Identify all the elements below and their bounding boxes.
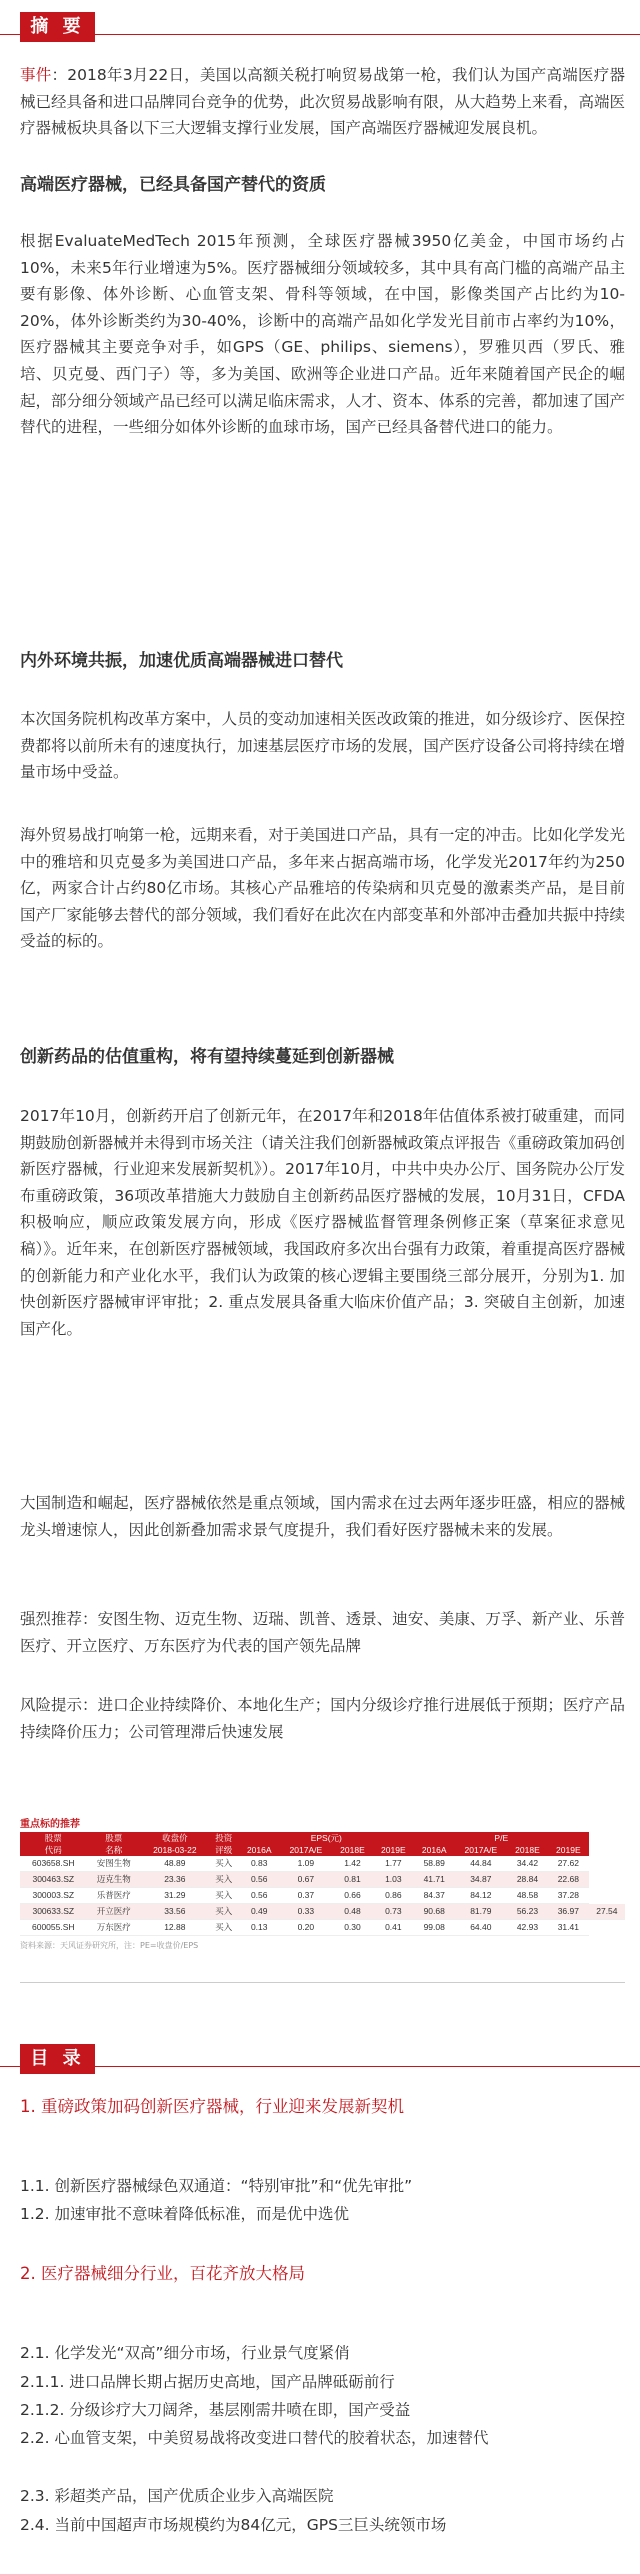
table-cell: 300463.SZ (20, 1872, 87, 1888)
group-header: P/E (414, 1832, 589, 1844)
column-header: 2018-03-22 (141, 1844, 209, 1856)
table-cell: 34.42 (507, 1856, 548, 1872)
column-header: 2019E (373, 1844, 414, 1856)
risk-paragraph: 风险提示：进口企业持续降价、本地化生产；国内分级诊疗推行进展低于预期；医疗产品持续降价压力；公司管理滞后快速发展 (20, 1696, 625, 1741)
group-header: EPS(元) (239, 1832, 414, 1844)
table-cell: 300633.SZ (20, 1904, 87, 1920)
table-cell: 1.77 (373, 1856, 414, 1872)
group-header: 股票 (87, 1832, 141, 1844)
table-cell: 84.37 (414, 1888, 455, 1904)
table-cell: 31.41 (548, 1920, 589, 1936)
table-cell: 33.56 (141, 1904, 209, 1920)
header-rule (0, 2066, 640, 2067)
table-cell: 42.93 (507, 1920, 548, 1936)
table-cell: 36.97 (548, 1904, 589, 1920)
toc-entry-link[interactable]: 2.3. 彩超类产品，国产优质企业步入高端医院 (20, 2487, 334, 2505)
toc-chapter-link[interactable]: 1. 重磅政策加码创新医疗器械，行业迎来发展新契机 (20, 2097, 404, 2116)
table-cell: 乐普医疗 (87, 1888, 141, 1904)
table-cell: 300003.SZ (20, 1888, 87, 1904)
table-cell: 0.73 (373, 1904, 414, 1920)
column-header: 名称 (87, 1844, 141, 1856)
event-text: ：2018年3月22日，美国以高额关税打响贸易战第一枪，我们认为国产高端医疗器械已经具备和进口品牌同台竞争的优势，此次贸易战影响有限，从大趋势上来看，高端医疗器械板块具备以下三大逻辑支撑行业发展，国产高端医疗器械迎发展良机。 (20, 66, 625, 138)
table-cell: 0.13 (239, 1920, 280, 1936)
table-cell: 58.89 (414, 1856, 455, 1872)
table-cell: 安图生物 (87, 1856, 141, 1872)
paragraph: 海外贸易战打响第一枪，远期来看，对于美国进口产品，具有一定的冲击。比如化学发光中的雅培和贝克曼多为美国进口产品，多年来占据高端市场，化学发光2017年约为250亿，两家合计占约80亿市场。其核心产品雅培的传染病和贝克曼的激素类产品，是目前国产厂家能够去替代的部分领域，我们看好在此次在内部变革和外部冲击叠加共振中持续受益的标的。 (20, 826, 625, 951)
table-row (20, 1856, 625, 1872)
paragraph: 大国制造和崛起，医疗器械依然是重点领域，国内需求在过去两年逐步旺盛，相应的器械龙头增速惊人，因此创新叠加需求景气度提升，我们看好医疗器械未来的发展。 (20, 1494, 625, 1539)
stock-table (20, 1832, 625, 1936)
table-cell: 90.68 (414, 1904, 455, 1920)
column-header: 2017A/E (455, 1844, 507, 1856)
paragraph: 2017年10月，创新药开启了创新元年，在2017年和2018年估值体系被打破重建，而同期鼓励创新器械并未得到市场关注（请关注我们创新器械政策点评报告《重磅政策加码创新医疗器械，行业迎来发展新契机》）。2017年10月，中共中央办公厅、国务院办公厅发布重磅政策，36项改革措施大力鼓励自主创新药品医疗器械的发展，10月31日，CFDA积极响应，顺应政策发展方向，形成《医疗器械监督管理条例修正案（草案征求意见稿）》。近年来，在创新医疗器械领域，我国政府多次出台强有力政策，着重提高医疗器械的创新能力和产业化水平，我们认为政策的核心逻辑主要围绕三部分展开，分别为1. 加快创新医疗器械审评审批；2. 重点发展具备重大临床价值产品；3. 突破自主创新，加速国产化。 (20, 1107, 625, 1338)
toc-section-header (0, 2036, 640, 2076)
table-header-row (20, 1844, 625, 1856)
table-cell: 0.86 (373, 1888, 414, 1904)
toc-entry-link[interactable]: 2.4. 当前中国超声市场规模约为84亿元，GPS三巨头统领市场 (20, 2516, 447, 2534)
table-row (20, 1888, 625, 1904)
table-cell: 22.68 (548, 1872, 589, 1888)
table-cell: 0.66 (332, 1888, 373, 1904)
table-cell: 56.23 (507, 1904, 548, 1920)
table-cell: 37.28 (548, 1888, 589, 1904)
event-label: 事件 (20, 66, 52, 84)
table-cell: 1.42 (332, 1856, 373, 1872)
section-heading: 内外环境共振，加速优质高端器械进口替代 (20, 651, 343, 671)
toc-entry-link[interactable]: 2.2. 心血管支架，中美贸易战将改变进口替代的胶着状态，加速替代 (20, 2429, 489, 2447)
section-heading: 高端医疗器械，已经具备国产替代的资质 (20, 175, 326, 195)
table-cell: 99.08 (414, 1920, 455, 1936)
column-header: 2018E (332, 1844, 373, 1856)
table-cell: 81.79 (455, 1904, 507, 1920)
toc-entry-link[interactable]: 1.2. 加速审批不意味着降低标准，而是优中选优 (20, 2205, 350, 2223)
recommendation-paragraph: 强烈推荐：安图生物、迈克生物、迈瑞、凯普、透景、迪安、美康、万孚、新产业、乐普医疗、开立医疗、万东医疗为代表的国产领先品牌 (20, 1610, 625, 1655)
table-cell: 买入 (209, 1920, 239, 1936)
group-header: 股票 (20, 1832, 87, 1844)
table-cell: 万东医疗 (87, 1920, 141, 1936)
table-cell: 28.84 (507, 1872, 548, 1888)
toc-entry-link[interactable]: 1.1. 创新医疗器械绿色双通道：“特别审批”和“优先审批” (20, 2177, 413, 2195)
table-cell: 0.81 (332, 1872, 373, 1888)
table-cell: 买入 (209, 1888, 239, 1904)
header-rule (0, 34, 640, 35)
column-header: 2016A (239, 1844, 280, 1856)
table-cell: 44.84 (455, 1856, 507, 1872)
table-cell: 41.71 (414, 1872, 455, 1888)
toc-tag: 目 录 (20, 2044, 95, 2074)
toc-entry-link[interactable]: 2.1.1. 进口品牌长期占据历史高地，国产品牌砥砺前行 (20, 2373, 395, 2391)
table-cell: 0.83 (239, 1856, 280, 1872)
table-cell: 603658.SH (20, 1856, 87, 1872)
column-header: 代码 (20, 1844, 87, 1856)
table-cell: 0.56 (239, 1872, 280, 1888)
table-row (20, 1920, 625, 1936)
table-cell: 31.29 (141, 1888, 209, 1904)
table-cell: 84.12 (455, 1888, 507, 1904)
table-cell: 买入 (209, 1856, 239, 1872)
paragraph: 本次国务院机构改革方案中，人员的变动加速相关医改政策的推进，如分级诊疗、医保控费都将以前所未有的速度执行，加速基层医疗市场的发展，国产医疗设备公司将持续在增量市场中受益。 (20, 710, 625, 782)
summary-tag: 摘 要 (20, 12, 95, 42)
table-cell: 600055.SH (20, 1920, 87, 1936)
table-cell: 0.67 (280, 1872, 332, 1888)
table-cell: 0.20 (280, 1920, 332, 1936)
table-cell: 迈克生物 (87, 1872, 141, 1888)
table-cell: 48.58 (507, 1888, 548, 1904)
stock-table-figure (20, 1818, 625, 1983)
table-cell: 0.37 (280, 1888, 332, 1904)
column-header: 2018E (507, 1844, 548, 1856)
table-caption: 重点标的推荐 (20, 1819, 80, 1830)
toc-entry-link[interactable]: 2.1. 化学发光“双高”细分市场，行业景气度紧俏 (20, 2344, 350, 2362)
table-cell: 0.48 (332, 1904, 373, 1920)
event-paragraph (20, 62, 625, 142)
group-header: 收盘价 (141, 1832, 209, 1844)
paragraph: 根据EvaluateMedTech 2015年预测，全球医疗器械3950亿美金，中国市场约占10%，未来5年行业增速为5%。医疗器械细分领域较多，其中具有高门槛的高端产品主要有影像、体外诊断、心血管支架、骨科等领域，在中国，影像类国产占比约为10-20%，体外诊断类约为30-40%，诊断中的高端产品如化学发光目前市占率约为10%，医疗器械其主要竞争对手，如GPS（GE、philips、siemens），罗雅贝西（罗氏、雅培、贝克曼、西门子）等，多为美国、欧洲等企业进口产品。近年来随着国产民企的崛起，部分细分领域产品已经可以满足临床需求，人才、资本、体系的完善，都加速了国产替代的进程，一些细分如体外诊断的血球市场，国产已经具备替代进口的能力。 (20, 232, 625, 437)
table-cell: 12.88 (141, 1920, 209, 1936)
table-cell: 0.41 (373, 1920, 414, 1936)
table-cell: 买入 (209, 1904, 239, 1920)
table-cell: 1.03 (373, 1872, 414, 1888)
table-cell: 34.87 (455, 1872, 507, 1888)
table-cell: 23.36 (141, 1872, 209, 1888)
table-source-note: 资料来源：天风证券研究所，注：PE=收盘价/EPS (20, 1941, 199, 1950)
table-cell: 0.33 (280, 1904, 332, 1920)
table-cell: 27.62 (548, 1856, 589, 1872)
table-group-header-row (20, 1832, 625, 1844)
toc-chapter-link[interactable]: 2. 医疗器械细分行业，百花齐放大格局 (20, 2264, 305, 2283)
toc-entry-link[interactable]: 2.1.2. 分级诊疗大刀阔斧，基层刚需井喷在即，国产受益 (20, 2401, 411, 2419)
table-cell: 0.30 (332, 1920, 373, 1936)
table-row (20, 1904, 625, 1920)
table-cell: 买入 (209, 1872, 239, 1888)
column-header: 2016A (414, 1844, 455, 1856)
table-cell: 0.56 (239, 1888, 280, 1904)
section-heading: 创新药品的估值重构，将有望持续蔓延到创新器械 (20, 1047, 394, 1067)
table-cell: 48.89 (141, 1856, 209, 1872)
column-header: 2019E (548, 1844, 589, 1856)
table-row (20, 1872, 625, 1888)
table-cell: 64.40 (455, 1920, 507, 1936)
summary-section-header (0, 4, 640, 44)
table-cell: 0.49 (239, 1904, 280, 1920)
column-header: 评级 (209, 1844, 239, 1856)
table-cell: 27.54 (589, 1904, 625, 1920)
column-header: 2017A/E (280, 1844, 332, 1856)
group-header: 投资 (209, 1832, 239, 1844)
table-cell: 开立医疗 (87, 1904, 141, 1920)
table-cell: 1.09 (280, 1856, 332, 1872)
